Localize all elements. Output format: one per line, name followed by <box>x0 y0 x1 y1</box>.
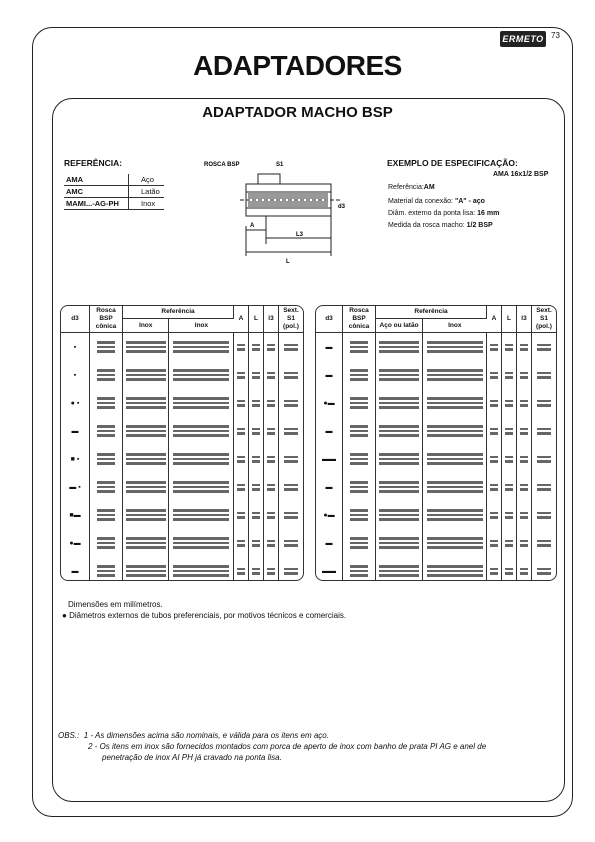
adapter-diagram <box>196 156 366 268</box>
table-row: ▬ <box>316 417 556 445</box>
spec-line: Referência:AM <box>388 184 435 191</box>
note-preferred: ● Diâmetros externos de tubos preferenciais, por motivos técnicos e comerciais. <box>62 611 347 620</box>
table-row: ▬ <box>316 473 556 501</box>
table-row: ▬ ▪ <box>61 473 303 501</box>
table-row: ▬▬ <box>316 557 556 581</box>
table-row: ●▬ <box>61 529 303 557</box>
spec-example: AMA 16x1/2 BSP <box>493 171 549 178</box>
notes <box>62 599 346 621</box>
table-row: ▬ <box>61 557 303 581</box>
diagram-label-d3: d3 <box>338 204 346 210</box>
table-row: ●▬ <box>316 389 556 417</box>
spec-label: EXEMPLO DE ESPECIFICAÇÃO: <box>387 158 518 168</box>
diagram-label-l: L <box>286 259 290 265</box>
table-row: ▬ <box>316 529 556 557</box>
table-row: ▬▬ <box>316 445 556 473</box>
bullet-icon: ● <box>62 611 70 620</box>
diagram-label-s1: S1 <box>276 162 284 168</box>
reference-row: AMA Aço <box>64 174 164 186</box>
table-row: ● ▪ <box>61 389 303 417</box>
table-row: ▬ <box>61 417 303 445</box>
diagram-label-a: A <box>250 223 255 229</box>
spec-line: Medida da rosca macho: 1/2 BSP <box>388 222 493 229</box>
brand-logo: ERMETO <box>500 31 546 47</box>
table-row: ▪ <box>61 333 303 362</box>
dimension-table-right: d3 Rosca BSP cônica Referência A L l3 Sext. S1 (pol.) Aço ou latão Inox ▬ ▬ ●▬ ▬ ▬▬ ▬ ●▬ ▬ ▬▬ <box>315 305 557 581</box>
table-row: ▪ <box>61 361 303 389</box>
section-title: ADAPTADOR MACHO BSP <box>202 104 393 121</box>
spec-line: Material da conexão: "A" - aço <box>388 198 485 205</box>
page-title: ADAPTADORES <box>193 50 402 81</box>
reference-label: REFERÊNCIA: <box>64 158 123 168</box>
table-row: ■ ▪ <box>61 445 303 473</box>
table-row: ■▬ <box>61 501 303 529</box>
diagram-label-rosca: ROSCA BSP <box>204 162 240 168</box>
diagram-label-l3: L3 <box>296 232 304 238</box>
table-row: ▬ <box>316 361 556 389</box>
note-units: Dimensões em milímetros. <box>68 600 163 609</box>
observations: OBS.: 1 - As dimensões acima são nominais, e válida para os itens em aço. 2 - Os itens em inox são fornecidos montados com porca de aperto de inox com banho de prata PI AG e anel de penetração de inox AI PH já cravado na ponta lisa. <box>58 731 487 762</box>
dimension-table-left: d3 Rosca BSP cônica Referência A L l3 Sext. S1 (pol.) Inox Inox ▪ ▪ ● ▪ ▬ ■ ▪ ▬ ▪ ■▬ ●▬ ▬ <box>60 305 304 581</box>
reference-row: MAMI...-AG-PH Inox <box>64 198 164 210</box>
spec-line: Diâm. externo da ponta lisa: 16 mm <box>388 210 500 217</box>
reference-row: AMC Latão <box>64 186 164 198</box>
table-row: ●▬ <box>316 501 556 529</box>
table-row: ▬ <box>316 333 556 362</box>
page-number: 73 <box>551 31 560 40</box>
reference-table <box>64 174 164 210</box>
